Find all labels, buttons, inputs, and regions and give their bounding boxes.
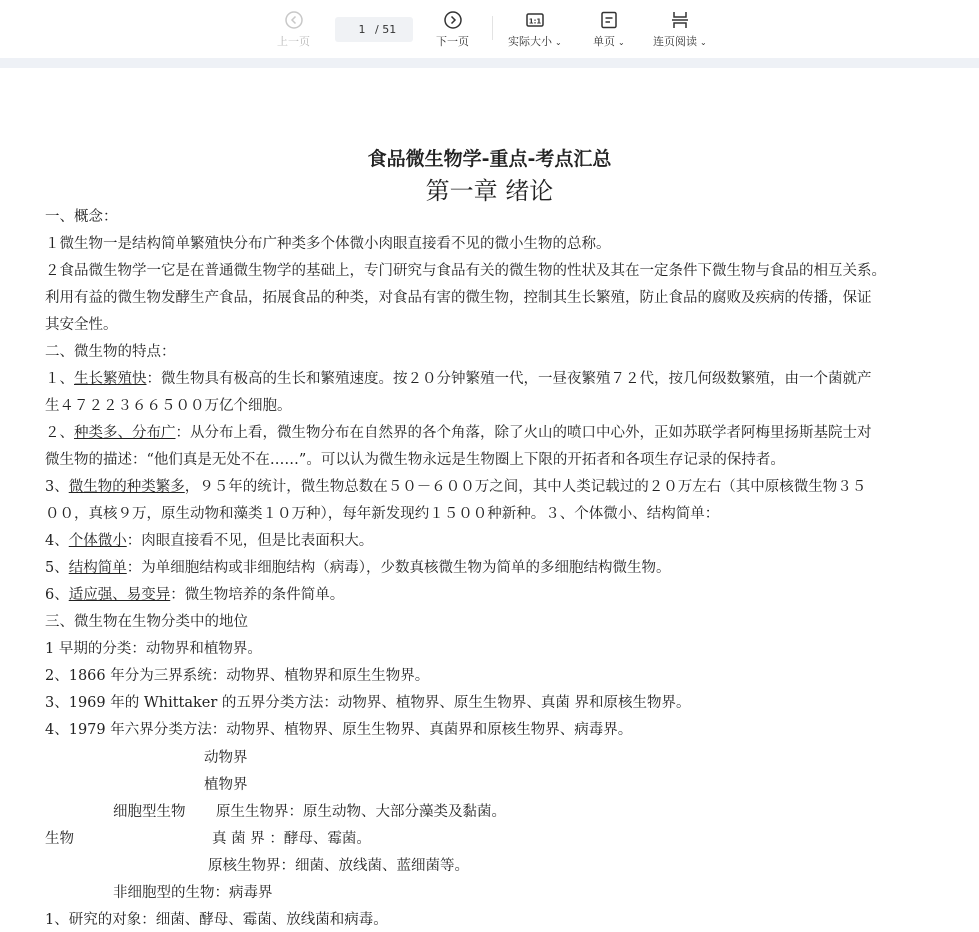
prev-page-button[interactable] [277, 10, 310, 49]
continuous-reading-label: 连页阅读 [653, 35, 697, 48]
text-line: 一、概念： [45, 209, 118, 225]
text-segment: 6、 [45, 587, 69, 603]
text-line [45, 367, 872, 388]
underlined-term: 适应强、易变异 [68, 587, 171, 603]
chevron-down-icon: ⌄ [700, 38, 707, 47]
text-line: 4、1979 年六界分类方法：动物界、植物界、原生生物界、真菌界和原核生物界、病毒界。 [45, 722, 633, 738]
tree-cellular: 细胞型生物 [113, 804, 186, 820]
continuous-reading-icon [670, 10, 690, 30]
tree-fungi: 真 菌 界 ：酵母、霉菌。 [212, 831, 371, 847]
text-line [45, 421, 872, 442]
text-segment: ２、 [45, 425, 74, 441]
chevron-left-circle-icon [284, 10, 304, 30]
actual-size-label: 实际大小 [508, 35, 552, 48]
single-page-button[interactable] [593, 10, 625, 49]
text-segment: 3、 [45, 479, 69, 495]
text-line: 2、1866 年分为三界系统：动物界、植物界和原生生物界。 [45, 668, 430, 684]
chevron-right-circle-icon [443, 10, 463, 30]
single-page-icon [599, 10, 619, 30]
next-page-label: 下一页 [436, 35, 469, 48]
tree-root: 生物 [45, 831, 74, 847]
tree-protist: 原生生物界：原生动物、大部分藻类及黏菌。 [216, 804, 506, 820]
chevron-down-icon: ⌄ [555, 38, 562, 47]
text-segment: ：从分布上看，微生物分布在自然界的各个角落，除了火山的喷口中心外，正如苏联学者阿梅里扬斯基院士对 [175, 425, 872, 441]
underlined-term: 结构简单 [68, 560, 127, 576]
underlined-term: 生长繁殖快 [74, 371, 147, 387]
document-title: 食品微生物学-重点-考点汇总 [367, 148, 612, 170]
reader-toolbar [0, 0, 979, 58]
underlined-term: 种类多、分布广 [74, 425, 176, 441]
single-page-label-wrap [593, 33, 625, 49]
text-line: 1 早期的分类：动物界和植物界。 [45, 641, 262, 657]
text-segment: １、 [45, 371, 74, 387]
tree-animal: 动物界 [204, 750, 248, 766]
text-line: 生４７２２３６６５００万亿个细胞。 [45, 398, 292, 414]
text-line [45, 475, 866, 496]
text-line: 1、研究的对象：细菌、酵母、霉菌、放线菌和病毒。 [45, 912, 388, 928]
text-line: ２食品微生物学一它是在普通微生物学的基础上，专门研究与食品有关的微生物的性状及其在一定条件下微生物与食品的相互关系。 [45, 263, 886, 279]
text-line [45, 529, 373, 550]
text-segment: ：微生物具有极高的生长和繁殖速度。按２０分钟繁殖一代，一昼夜繁殖７２代，按几何级数繁殖，由一个菌就产 [146, 371, 872, 387]
tree-plant: 植物界 [204, 777, 248, 793]
actual-size-icon [525, 10, 545, 30]
text-segment: ：为单细胞结构或非细胞结构（病毒），少数真核微生物为简单的多细胞结构微生物。 [126, 560, 671, 576]
total-pages: / 51 [375, 23, 397, 36]
text-line: 三、微生物在生物分类中的地位 [45, 614, 248, 630]
page-number-input[interactable] [335, 17, 413, 42]
actual-size-label-wrap [508, 33, 562, 49]
continuous-reading-label-wrap [653, 33, 707, 49]
text-line: 二、微生物的特点： [45, 344, 176, 360]
text-segment: 4、 [45, 533, 69, 549]
text-line [45, 556, 670, 577]
prev-page-label: 上一页 [277, 35, 310, 48]
document-page [0, 68, 979, 932]
underlined-term: 微生物的种类繁多 [68, 479, 185, 495]
text-line: １微生物一是结构简单繁殖快分布广种类多个体微小肉眼直接看不见的微小生物的总称。 [45, 236, 611, 252]
text-segment: ：微生物培养的条件简单。 [170, 587, 345, 603]
next-page-button[interactable] [436, 10, 469, 49]
text-segment: ：肉眼直接看不见，但是比表面积大。 [126, 533, 374, 549]
tree-prokaryote: 原核生物界：细菌、放线菌、蓝细菌等。 [208, 858, 469, 874]
text-line: ００，真核９万，原生动物和藻类１０万种），每年新发现约１５００种新种。３、个体微小、结构简单： [45, 506, 720, 522]
actual-size-button[interactable] [508, 10, 562, 49]
text-line [45, 583, 344, 604]
chevron-down-icon: ⌄ [618, 38, 625, 47]
current-page-number[interactable]: 1 [358, 23, 366, 36]
single-page-label: 单页 [593, 35, 615, 48]
text-line: 利用有益的微生物发酵生产食品，拓展食品的种类，对食品有害的微生物，控制其生长繁殖，防止食品的腐败及疾病的传播，保证 [45, 290, 872, 306]
toolbar-divider [492, 16, 493, 40]
toolbar-bottom-strip [0, 58, 979, 68]
underlined-term: 个体微小 [68, 533, 127, 549]
text-segment: ，９５年的统计，微生物总数在５０－６００万之间，其中人类记载过的２０万左右（其中原核微生物３５ [184, 479, 867, 495]
tree-noncellular: 非细胞型的生物：病毒界 [113, 885, 273, 901]
text-line: 3、1969 年的 Whittaker 的五界分类方法：动物界、植物界、原生生物界、真菌 界和原核生物界。 [45, 695, 691, 711]
text-segment: 5、 [45, 560, 69, 576]
svg-text:1:1: 1:1 [528, 17, 542, 26]
text-line: 其安全性。 [45, 317, 118, 333]
chapter-heading: 第一章 绪论 [425, 177, 554, 205]
text-line: 微生物的描述：“他们真是无处不在……”。可以认为微生物永远是生物圈上下限的开拓者和各项生存记录的保持者。 [45, 452, 785, 468]
continuous-reading-button[interactable] [653, 10, 707, 49]
